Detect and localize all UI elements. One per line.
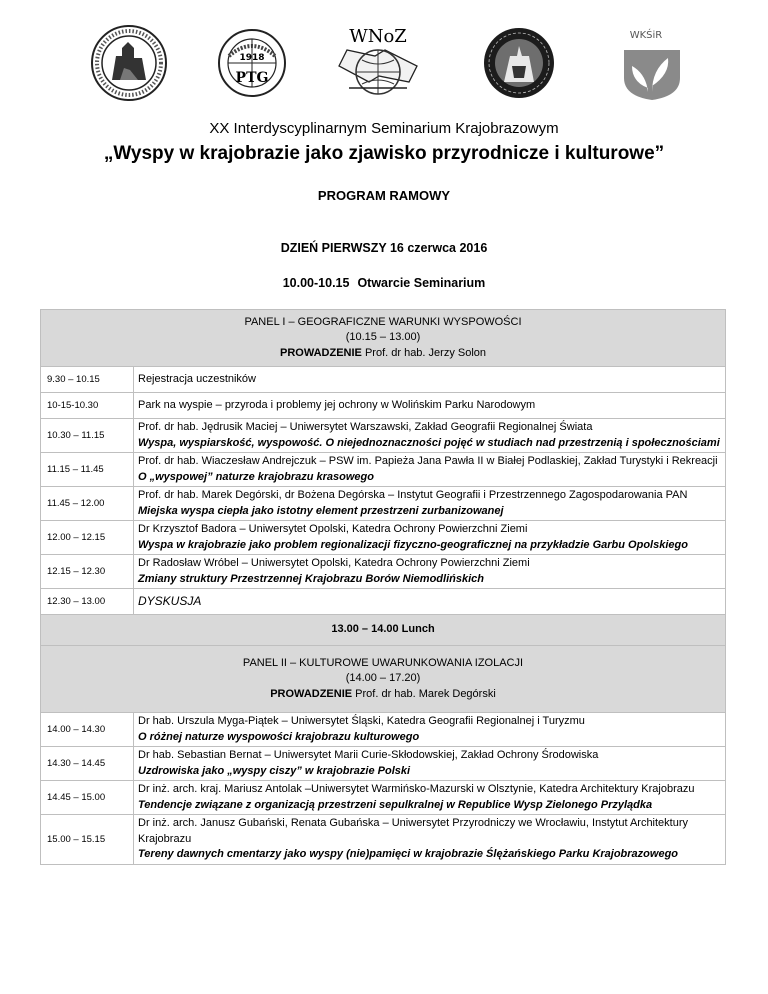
table-row [41, 453, 726, 487]
panel2-chair-label: PROWADZENIE [270, 687, 353, 700]
row-speaker: Dr hab. Sebastian Bernat – Uniwersytet Marii Curie-Skłodowskiej, Zakład Ochrony Środowiska [138, 749, 599, 761]
panel2-chair [45, 687, 721, 703]
row-speaker: Dr Radosław Wróbel – Uniwersytet Opolski, Katedra Ochrony Powierzchni Ziemi [138, 557, 530, 569]
table-row [41, 589, 726, 615]
program-table [40, 309, 726, 865]
day-heading: DZIEŃ PIERWSZY 16 czerwca 2016 [280, 241, 488, 255]
logo-strip [90, 22, 690, 107]
row-time: 12.15 – 12.30 [41, 555, 134, 589]
row-speaker: Prof. dr hab. Marek Degórski, dr Bożena Degórska – Instytut Geografii i Przestrzennego Zagospodarowania PAN [138, 489, 688, 501]
table-row [41, 747, 726, 781]
row-time: 11.15 – 11.45 [41, 453, 134, 487]
seminar-line: XX Interdyscyplinarnym Seminarium Krajobrazowym [209, 120, 559, 137]
row-cell [134, 781, 726, 815]
row-talk-title: Miejska wyspa ciepła jako istotny element przestrzeni zurbanizowanej [138, 504, 504, 517]
row-cell [134, 815, 726, 865]
row-talk-title: Zmiany struktury Przestrzennej Krajobrazu Borów Niemodlińskich [138, 572, 484, 585]
panel1-chair-label: PROWADZENIE [279, 346, 362, 359]
panel1-header [41, 310, 726, 367]
lunch-row [41, 615, 726, 646]
table-row [41, 555, 726, 589]
row-speaker: Dr inż. arch. kraj. Mariusz Antolak –Uniwersytet Warmińsko-Mazurski w Olsztynie, Katedra Architektury Krajobrazu [138, 783, 695, 795]
row-talk-title: Uzdrowiska jako „wyspy ciszy” w krajobrazie Polski [138, 764, 411, 777]
panel2-time: (14.00 – 17.20) [345, 672, 421, 685]
opening-time: 10.00-10.15 [282, 276, 350, 290]
ptg-letters: PTG [235, 70, 269, 86]
table-row [41, 815, 726, 865]
row-time: 12.00 – 12.15 [41, 521, 134, 555]
row-cell [134, 521, 726, 555]
panel1-chair-name: Prof. dr hab. Jerzy Solon [361, 346, 487, 359]
row-time: 11.45 – 12.00 [41, 487, 134, 521]
wolinski-park-seal-icon [482, 26, 556, 100]
table-row [41, 713, 726, 747]
row-talk-title: Wyspa, wyspiarskość, wyspowość. O niejednoznaczności pojęć w studiach nad przestrzenią i społecznościami [138, 436, 720, 449]
row-cell [134, 713, 726, 747]
row-cell [134, 419, 726, 453]
ptg-year: 1918 [239, 53, 265, 63]
table-row [41, 521, 726, 555]
table-row [41, 367, 726, 393]
row-time: 9.30 – 10.15 [41, 367, 134, 393]
row-talk-title: O różnej naturze wyspowości krajobrazu kulturowego [138, 730, 420, 743]
panel2-chair-name: Prof. dr hab. Marek Degórski [352, 687, 496, 700]
row-cell [134, 555, 726, 589]
opening-line [0, 276, 768, 290]
row-cell [134, 747, 726, 781]
wksir-text: WKŚiR [629, 30, 663, 41]
row-talk-title: O „wyspowej” naturze krajobrazu krasowego [138, 470, 374, 483]
seminar-title: „Wyspy w krajobrazie jako zjawisko przyrodnicze i kulturowe” [103, 143, 665, 164]
wnoz-text: WNoZ [349, 26, 407, 47]
row-time: 14.45 – 15.00 [41, 781, 134, 815]
wksir-leaf-icon [618, 26, 688, 102]
program-heading: PROGRAM RAMOWY [317, 188, 451, 203]
panel1-header-row [41, 310, 726, 367]
row-cell [134, 453, 726, 487]
panel2-header [41, 646, 726, 713]
row-talk-title: Wyspa w krajobrazie jako problem regionalizacji fizyczno-geograficznej na przykładzie Garbu Opolskiego [138, 538, 688, 551]
panel1-title: PANEL I – GEOGRAFICZNE WARUNKI WYSPOWOŚCI [244, 315, 522, 328]
panel1-time: (10.15 – 13.00) [345, 331, 421, 344]
opening-label: Otwarcie Seminarium [357, 276, 486, 290]
row-time: 10-15-10.30 [41, 393, 134, 419]
row-talk-title: Tereny dawnych cmentarzy jako wyspy (nie)pamięci w krajobrazie Ślężańskiego Parku Krajobrazowego [138, 848, 679, 860]
row-speaker: Dr hab. Urszula Myga-Piątek – Uniwersytet Śląski, Katedra Geografii Regionalnej i Turyzmu [138, 715, 585, 727]
castle-seal-icon [90, 24, 168, 102]
row-time: 14.30 – 14.45 [41, 747, 134, 781]
table-row [41, 393, 726, 419]
row-discussion: DYSKUSJA [134, 589, 726, 615]
row-time: 14.00 – 14.30 [41, 713, 134, 747]
row-speaker: Prof. dr hab. Wiaczesław Andrejczuk – PSW im. Papieża Jana Pawła II w Białej Podlaskiej, Zakład Turystyki i Rekreacji [138, 455, 718, 467]
table-row [41, 419, 726, 453]
row-text: Rejestracja uczestników [134, 367, 726, 393]
row-time: 12.30 – 13.00 [41, 589, 134, 615]
row-talk-title: Tendencje związane z organizacją przestrzeni sepulkralnej w Republice Wysp Zielonego Przylądka [138, 798, 653, 811]
row-speaker: Dr Krzysztof Badora – Uniwersytet Opolski, Katedra Ochrony Powierzchni Ziemi [138, 523, 528, 535]
row-speaker: Prof. dr hab. Jędrusik Maciej – Uniwersytet Warszawski, Zakład Geografii Regionalnej Świata [138, 421, 593, 433]
row-text: Park na wyspie – przyroda i problemy jej ochrony w Wolińskim Parku Narodowym [134, 393, 726, 419]
row-time: 15.00 – 15.15 [41, 815, 134, 865]
panel2-header-row [41, 646, 726, 713]
lunch-break: 13.00 – 14.00 Lunch [41, 615, 726, 646]
table-row [41, 781, 726, 815]
row-time: 10.30 – 11.15 [41, 419, 134, 453]
ptg-seal-icon [215, 26, 289, 100]
table-row [41, 487, 726, 521]
panel2-title: PANEL II – KULTUROWE UWARUNKOWANIA IZOLACJI [242, 656, 524, 669]
panel1-chair [45, 346, 721, 362]
row-speaker: Dr inż. arch. Janusz Gubański, Renata Gubańska – Uniwersytet Przyrodniczy we Wrocławiu, Instytut Architektury Krajobrazu [138, 817, 689, 845]
row-cell [134, 487, 726, 521]
wnoz-globe-icon [335, 22, 421, 106]
